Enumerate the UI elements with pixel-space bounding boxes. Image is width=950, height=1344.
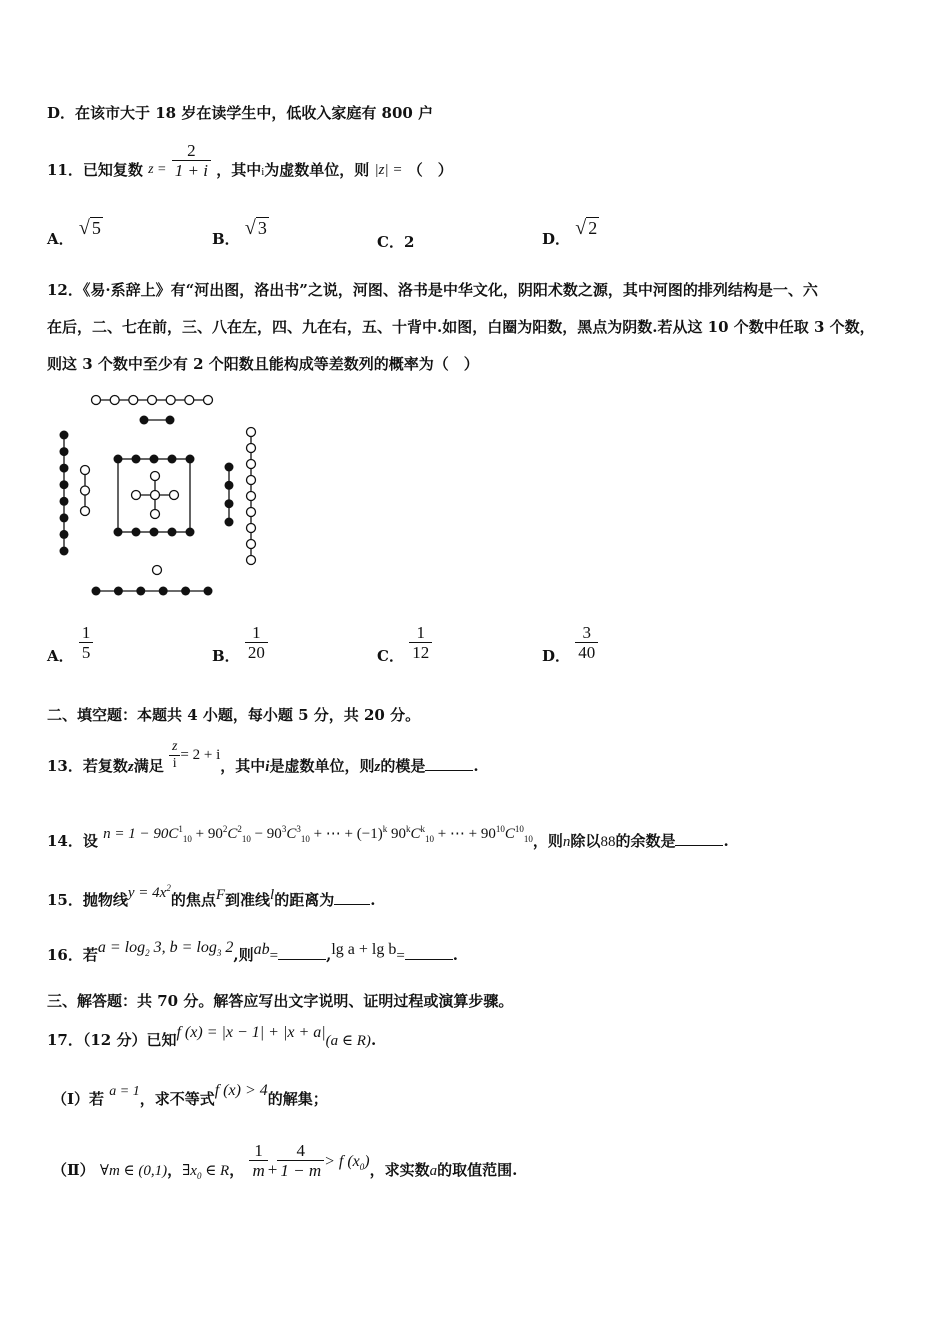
q15-mid: 的焦点 [170, 891, 216, 909]
q14-n: n [562, 834, 571, 850]
q14-expr: n = 1 − 90C [103, 826, 179, 842]
q11-option-d-value: 2 [588, 218, 598, 238]
q16-prefix: 16．若 [47, 946, 98, 964]
q16-expression: $a = \log_2 3$, $b = \log_3 2$ [97, 939, 234, 959]
q12-option-a-label: A． [47, 647, 74, 665]
q15-prefix: 15．抛物线 [47, 891, 128, 909]
q12-option-c-num: 1 [416, 622, 425, 642]
q11-option-c-label: C． [377, 233, 404, 251]
q17-p2-label: （Ⅱ） [52, 1161, 95, 1179]
q11-mid2: 为虚数单位，则 [264, 161, 370, 179]
question-15 [47, 883, 376, 911]
q11-option-a-label: A． [47, 230, 74, 248]
q14-88: 88 [600, 834, 616, 850]
q12-option-c-label: C． [377, 647, 404, 665]
q11-option-b-label: B． [212, 230, 240, 248]
q15-expr: y = 4x [127, 885, 167, 901]
q15-F: F [215, 887, 225, 903]
q13-answer-blank[interactable] [425, 756, 473, 771]
q15-answer-blank[interactable] [334, 890, 370, 905]
q16-mid: ,则 [233, 946, 254, 964]
q13-den: i [169, 755, 180, 772]
q17-p2-c2: ， [229, 1161, 245, 1179]
q17-p2-rhs: > f $(x_0)$ [324, 1153, 370, 1173]
q11-option-b[interactable]: B． √ 3 [212, 217, 267, 248]
q16-end: . [452, 946, 459, 964]
q17-end: . [370, 1031, 377, 1049]
q17-f2-num: 4 [296, 1140, 305, 1160]
question-17 [47, 1024, 377, 1051]
q17-p2-mid: ，求实数 [369, 1161, 430, 1179]
q17-f1-den: m [249, 1160, 267, 1180]
option-d-text: D．在该市大于 18 岁在读学生中，低收入家庭有 800 户 [47, 104, 434, 122]
q13-prefix: 13．若复数 [47, 757, 128, 775]
q14-mid: ，则 [532, 832, 563, 850]
q17-prefix: 17．（12 分）已知 [47, 1031, 177, 1049]
question-16 [47, 939, 459, 971]
q12-option-b-fraction [245, 623, 268, 662]
q13-i: i [265, 759, 270, 775]
q17-gt: > f (x [324, 1153, 360, 1170]
q13-mid2: 是虚数单位，则 [269, 757, 375, 775]
q17-p1-a: a = 1 [109, 1084, 140, 1099]
q17-p2-suffix: 的取值范围. [437, 1161, 518, 1179]
q17-part-1 [52, 1082, 328, 1111]
q11-option-a-value: 5 [91, 218, 101, 238]
question-13 [47, 738, 479, 777]
q11-paren: （ ） [407, 161, 453, 179]
hetu-diagram [40, 388, 280, 603]
q12-option-c-den: 12 [409, 642, 432, 662]
q15-mid2: 到准线 [225, 891, 271, 909]
q11-prefix: 11．已知复数 [47, 161, 143, 179]
q11-fraction [172, 141, 211, 180]
q11-den: 1 + i [172, 160, 211, 180]
q17-fraction-1 [249, 1141, 267, 1180]
q14-answer-blank[interactable] [675, 831, 723, 846]
q17-p2-c1: ， [167, 1161, 183, 1179]
q16-answer-blank-2[interactable] [405, 945, 453, 960]
q17-p2-exists: ∃x [182, 1163, 197, 1179]
q12-option-d-den: 40 [575, 642, 598, 662]
question-11 [47, 140, 453, 182]
q12-option-b-den: 20 [245, 642, 268, 662]
q15-suffix: 的距离为 [274, 891, 335, 909]
q12-option-a-fraction [79, 623, 94, 662]
q17-p1-ineq: f (x) > 4 [214, 1082, 268, 1099]
q14-expression: $n = 1 - 90C^1_{10} + 90^2C^2_{10} - 90^3C^3_{10}$ + ⋯ + $(-1)^k$ $90^kC^k_{10}$ + ⋯ + $90^{10}C^{10}_{10}$ [103, 824, 533, 844]
q11-option-b-value: 3 [257, 218, 267, 238]
q12-option-d[interactable] [542, 622, 598, 666]
section-2-heading: 二、填空题：本题共 4 小题，每小题 5 分，共 20 分。 [47, 706, 421, 724]
q17-p1-suffix: 的解集； [267, 1090, 328, 1108]
q17-fraction-2 [277, 1141, 324, 1180]
q12-option-d-fraction [575, 623, 598, 662]
q15-l: l [270, 887, 275, 903]
q11-num: 2 [187, 140, 196, 160]
q17-f1-num: 1 [254, 1140, 263, 1160]
q17-p1-mid: ，求不等式 [139, 1090, 215, 1108]
q11-i: i [261, 166, 265, 178]
q14-end: . [723, 832, 729, 850]
q13-z2: z [374, 759, 381, 775]
q13-end: . [473, 757, 479, 775]
q12-option-a-den: 5 [79, 642, 94, 662]
q16-answer-blank-1[interactable] [278, 945, 326, 960]
q11-mid: ，其中 [216, 161, 262, 179]
q13-fraction [169, 739, 180, 772]
q11-option-d-label: D． [542, 230, 571, 248]
q12-line3: 则这 3 个数中至少有 2 个阳数且能构成等差数列的概率为（ ） [47, 355, 479, 373]
q16-eq: = [269, 948, 279, 964]
question-14 [47, 824, 729, 857]
q16-expr: a = log [97, 939, 146, 956]
q11-z-eq: z = [148, 162, 167, 177]
q16-comma: , [326, 946, 332, 964]
q16-ab: ab [253, 941, 270, 958]
q12-option-d-num: 3 [582, 622, 591, 642]
q11-option-c[interactable] [377, 232, 414, 252]
q16-eq2: = [396, 948, 405, 964]
q11-option-a[interactable]: A． √ 5 [47, 217, 101, 248]
q14-suffix: 的余数是 [615, 832, 676, 850]
q12-option-b-num: 1 [252, 622, 261, 642]
q17-p2-inR: ∈ R [205, 1163, 230, 1179]
q12-option-c-fraction [409, 623, 432, 662]
q12-option-a-num: 1 [81, 622, 91, 642]
q12-option-b[interactable] [212, 622, 268, 666]
q17-expr: f (x) = |x − 1| + |x + a| [176, 1024, 326, 1041]
q17-a: a [429, 1163, 438, 1179]
q12-option-b-label: B． [212, 647, 240, 665]
q13-satisfy: 满足 [133, 757, 164, 775]
q11-option-c-value: 2 [403, 233, 415, 251]
q17-p2-forall: ∀m ∈ (0,1) [99, 1163, 168, 1179]
q13-suffix: 的模是 [380, 757, 426, 775]
q13-mid: ，其中 [220, 757, 266, 775]
q12-option-d-label: D． [542, 647, 571, 665]
q17-cond: (a ∈ R) [325, 1033, 371, 1049]
q12-option-c[interactable] [377, 622, 432, 666]
q17-part-2: （Ⅱ） ∀m ∈ (0,1)，$\exists x_0$ ∈ R， $\frac{1}{m}$ + $\frac{4}{1 - m}$ > f $(x_0)$，求实数a的取值范围. [52, 1140, 518, 1181]
q17-f2-den: 1 − m [277, 1160, 324, 1180]
q11-absz: |z| = [374, 162, 403, 178]
q16-lg: lg a + lg b [331, 941, 397, 958]
q13-z: z [127, 759, 134, 775]
q13-rhs: = 2 + i [180, 747, 221, 763]
q12-option-a[interactable] [47, 622, 93, 666]
q17-p1-label: （Ⅰ）若 [52, 1090, 105, 1108]
q15-expression: $y = 4x^2$ [127, 883, 171, 901]
q11-option-d[interactable]: D． √ 2 [542, 217, 598, 248]
q12-line1: 12．《易·系辞上》有“河出图，洛出书”之说，河图、洛书是中华文化，阴阳术数之源，其中河图的排列结构是一、六 [47, 281, 818, 299]
q13-num: z [171, 738, 178, 754]
q17-plus: + [267, 1160, 278, 1179]
q14-mid2: 除以 [570, 832, 601, 850]
section-3-heading: 三、解答题：共 70 分。解答应写出文字说明、证明过程或演算步骤。 [47, 992, 514, 1010]
q14-prefix: 14．设 [47, 832, 98, 850]
q12-line2: 在后，二、七在前，三、八在左，四、九在右，五、十背中.如图，白圈为阳数，黑点为阴数.若从这 10 个数中任取 3 个数， [47, 318, 875, 336]
q15-end: . [370, 891, 376, 909]
